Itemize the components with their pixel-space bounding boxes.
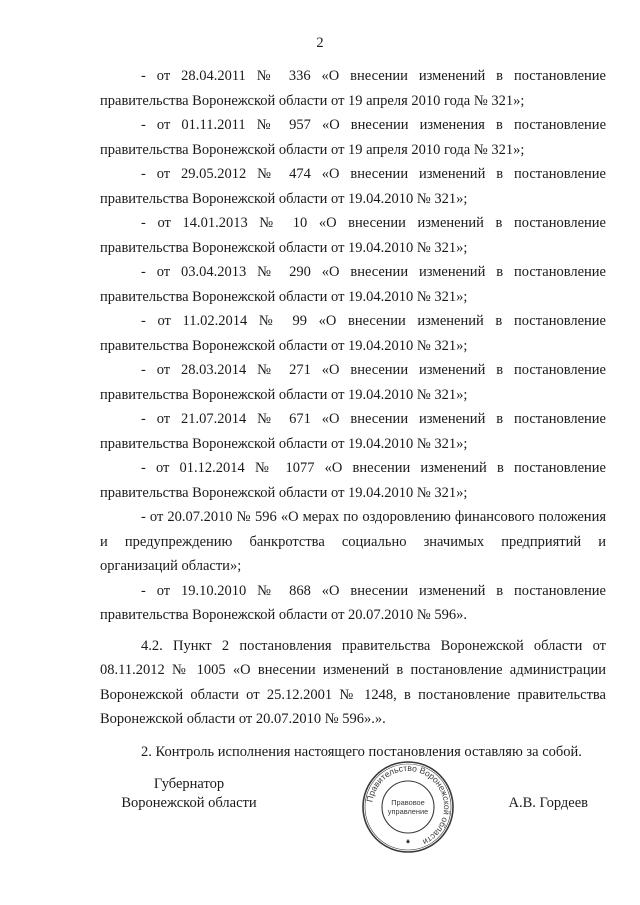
- signatory-title-line1: Губернатор: [153, 776, 225, 792]
- list-item: - от 14.01.2013 № 10 «О внесении изменений в постановление правительства Воронежской области от 19.04.2010 № 321»;: [100, 215, 606, 256]
- clause-4-2: 4.2. Пункт 2 постановления правительства Воронежской области от 08.11.2012 № 1005 «О внесении изменений в постановление администрации Воронежской области от 25.12.2001 № 1248, в постановление правительства Воронежской области от 20.07.2010 № 596».».: [100, 637, 606, 727]
- list-item: - от 11.02.2014 № 99 «О внесении изменений в постановление правительства Воронежской области от 19.04.2010 № 321»;: [100, 313, 606, 354]
- signatory-name: А.В. Гордеев: [508, 795, 588, 811]
- document-body: [100, 64, 606, 764]
- signature-block: [100, 762, 606, 865]
- stamp-ring-text: Правительство Воронежской области: [364, 762, 453, 848]
- stamp-center-line2: управление: [387, 807, 429, 816]
- list-item: - от 03.04.2013 № 290 «О внесении изменений в постановление правительства Воронежской области от 19.04.2010 № 321»;: [100, 264, 606, 305]
- official-stamp: [360, 759, 456, 855]
- list-item: - от 21.07.2014 № 671 «О внесении изменений в постановление правительства Воронежской области от 19.04.2010 № 321»;: [100, 411, 606, 452]
- list-item: - от 28.03.2014 № 271 «О внесении изменений в постановление правительства Воронежской области от 19.04.2010 № 321»;: [100, 362, 606, 403]
- stamp-center-line1: Правовое: [391, 798, 425, 807]
- list-item: - от 20.07.2010 № 596 «О мерах по оздоровлению финансового положения и предупреждению банкротства социально значимых предприятий и организаций области»;: [100, 509, 606, 574]
- list-item: - от 28.04.2011 № 336 «О внесении изменений в постановление правительства Воронежской области от 19 апреля 2010 года № 321»;: [100, 68, 606, 109]
- page-number: 2: [316, 35, 324, 51]
- star-icon: [406, 839, 410, 844]
- signatory-title: [100, 775, 278, 813]
- clause-2: 2. Контроль исполнения настоящего постановления оставляю за собой.: [141, 743, 582, 760]
- list-item: - от 01.12.2014 № 1077 «О внесении изменений в постановление правительства Воронежской области от 19.04.2010 № 321»;: [100, 460, 606, 501]
- list-item: - от 01.11.2011 № 957 «О внесении изменения в постановление правительства Воронежской области от 19 апреля 2010 года № 321»;: [100, 117, 606, 158]
- list-item: - от 29.05.2012 № 474 «О внесении изменений в постановление правительства Воронежской области от 19.04.2010 № 321»;: [100, 166, 606, 207]
- signatory-title-line2: Воронежской области: [121, 795, 257, 811]
- list-item: - от 19.10.2010 № 868 «О внесении изменений в постановление правительства Воронежской области от 20.07.2010 № 596».: [100, 582, 606, 623]
